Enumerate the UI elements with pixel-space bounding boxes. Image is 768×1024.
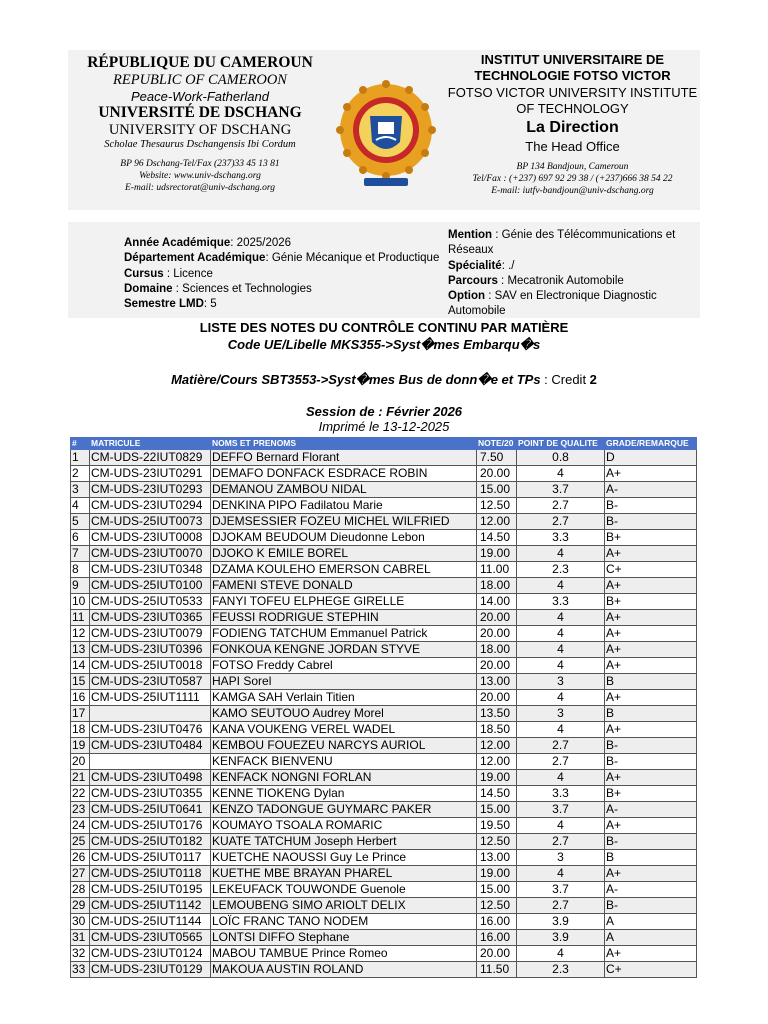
parcours-value: : Mecatronik Automobile [497, 274, 624, 287]
row-note: 12.00 [477, 754, 517, 770]
row-note: 12.50 [477, 834, 517, 850]
table-row [71, 850, 697, 866]
row-matricule: CM-UDS-23IUT0291 [90, 466, 211, 482]
row-matricule [90, 706, 211, 722]
credit-label: : Credit [540, 372, 590, 387]
table-row [71, 642, 697, 658]
specialite-row [448, 259, 696, 274]
cursus-label: Cursus [124, 267, 164, 280]
row-point: 3.7 [517, 482, 605, 498]
row-matricule: CM-UDS-25IUT0018 [90, 658, 211, 674]
option-label: Option [448, 290, 486, 303]
row-index: 28 [71, 882, 90, 898]
row-note: 15.00 [477, 802, 517, 818]
row-grade: A+ [605, 642, 697, 658]
row-note: 14.00 [477, 594, 517, 610]
row-note: 15.00 [477, 882, 517, 898]
row-matricule [90, 754, 211, 770]
row-name: KENFACK BIENVENU [211, 754, 477, 770]
row-name: DEFFO Bernard Florant [211, 450, 477, 466]
row-matricule: CM-UDS-25IUT0195 [90, 882, 211, 898]
row-index: 31 [71, 930, 90, 946]
row-grade: A+ [605, 578, 697, 594]
table-row [71, 706, 697, 722]
row-grade: A+ [605, 610, 697, 626]
row-name: MABOU TAMBUE Prince Romeo [211, 946, 477, 962]
row-point: 4 [517, 578, 605, 594]
row-point: 3.7 [517, 882, 605, 898]
row-matricule: CM-UDS-23IUT0396 [90, 642, 211, 658]
row-name: LEMOUBENG SIMO ARIOLT DELIX [211, 898, 477, 914]
row-name: FONKOUA KENGNE JORDAN STYVE [211, 642, 477, 658]
row-grade: A+ [605, 658, 697, 674]
row-matricule: CM-UDS-25IUT1144 [90, 914, 211, 930]
row-index: 17 [71, 706, 90, 722]
row-name: FAMENI STEVE DONALD [211, 578, 477, 594]
table-row [71, 866, 697, 882]
col-header-matricule: MATRICULE [90, 438, 211, 450]
row-matricule: CM-UDS-23IUT0498 [90, 770, 211, 786]
row-name: FEUSSI RODRIGUE STEPHIN [211, 610, 477, 626]
table-row [71, 626, 697, 642]
parcours-row [448, 274, 696, 289]
row-grade: A+ [605, 546, 697, 562]
institute-name-1: INSTITUT UNIVERSITAIRE DE [480, 52, 665, 67]
row-note: 12.00 [477, 738, 517, 754]
row-name: FANYI TOFEU ELPHEGE GIRELLE [211, 594, 477, 610]
session-line: Session de : Février 2026 [305, 404, 463, 419]
mention-value-cont: Réseaux [448, 244, 494, 257]
row-point: 0.8 [517, 450, 605, 466]
row-point: 4 [517, 722, 605, 738]
row-grade: D [605, 450, 697, 466]
row-point: 3.9 [517, 930, 605, 946]
row-grade: B- [605, 738, 697, 754]
row-note: 20.00 [477, 690, 517, 706]
institute-name-2: TECHNOLOGIE FOTSO VICTOR [474, 68, 671, 83]
row-matricule: CM-UDS-23IUT0124 [90, 946, 211, 962]
departement-value: : Génie Mécanique et Productique [265, 252, 440, 265]
row-grade: A- [605, 482, 697, 498]
row-index: 29 [71, 898, 90, 914]
table-row [71, 802, 697, 818]
row-grade: A+ [605, 770, 697, 786]
row-grade: C+ [605, 562, 697, 578]
printed-date: Imprimé le 13-12-2025 [318, 419, 450, 434]
matiere-line [68, 372, 700, 388]
col-header-index: # [71, 438, 90, 450]
motto-country: Peace-Work-Fatherland [131, 89, 269, 104]
row-matricule: CM-UDS-23IUT0565 [90, 930, 211, 946]
row-note: 19.00 [477, 866, 517, 882]
row-index: 19 [71, 738, 90, 754]
row-name: KENZO TADONGUE GUYMARC PAKER [211, 802, 477, 818]
row-note: 16.00 [477, 914, 517, 930]
cursus-value: : Licence [163, 267, 213, 280]
row-point: 4 [517, 626, 605, 642]
row-name: DJOKAM BEUDOUM Dieudonne Lebon [211, 530, 477, 546]
row-index: 21 [71, 770, 90, 786]
row-grade: B+ [605, 786, 697, 802]
row-note: 14.50 [477, 786, 517, 802]
institute-email: E-mail: iutfv-bandjoun@univ-dschang.org [491, 186, 654, 196]
row-index: 33 [71, 962, 90, 978]
row-matricule: CM-UDS-23IUT0070 [90, 546, 211, 562]
row-name: DZAMA KOULEHO EMERSON CABREL [211, 562, 477, 578]
country-fr: RÉPUBLIQUE DU CAMEROUN [87, 54, 313, 71]
row-grade: B+ [605, 594, 697, 610]
row-point: 4 [517, 866, 605, 882]
row-note: 13.50 [477, 706, 517, 722]
table-row [71, 690, 697, 706]
row-grade: A+ [605, 690, 697, 706]
table-row [71, 770, 697, 786]
row-name: FODIENG TATCHUM Emmanuel Patrick [211, 626, 477, 642]
row-grade: C+ [605, 962, 697, 978]
row-point: 2.3 [517, 562, 605, 578]
parcours-label: Parcours [448, 274, 498, 287]
row-point: 3.3 [517, 786, 605, 802]
row-note: 16.00 [477, 930, 517, 946]
row-note: 13.00 [477, 674, 517, 690]
row-grade: A+ [605, 866, 697, 882]
row-index: 15 [71, 674, 90, 690]
row-matricule: CM-UDS-25IUT0176 [90, 818, 211, 834]
row-matricule: CM-UDS-23IUT0294 [90, 498, 211, 514]
row-index: 4 [71, 498, 90, 514]
row-name: DEMANOU ZAMBOU NIDAL [211, 482, 477, 498]
row-note: 19.00 [477, 546, 517, 562]
row-point: 3 [517, 850, 605, 866]
row-index: 3 [71, 482, 90, 498]
row-matricule: CM-UDS-23IUT0476 [90, 722, 211, 738]
table-row [71, 914, 697, 930]
row-point: 4 [517, 610, 605, 626]
row-grade: A- [605, 882, 697, 898]
row-index: 12 [71, 626, 90, 642]
table-header-row [71, 438, 697, 450]
row-name: DENKINA PIPO Fadilatou Marie [211, 498, 477, 514]
row-index: 32 [71, 946, 90, 962]
row-point: 4 [517, 770, 605, 786]
row-index: 24 [71, 818, 90, 834]
row-note: 14.50 [477, 530, 517, 546]
row-index: 26 [71, 850, 90, 866]
row-matricule: CM-UDS-25IUT0641 [90, 802, 211, 818]
row-grade: B- [605, 514, 697, 530]
row-name: KENNE TIOKENG Dylan [211, 786, 477, 802]
col-header-grade: GRADE/REMARQUE [605, 438, 697, 450]
row-note: 13.00 [477, 850, 517, 866]
row-matricule: CM-UDS-23IUT0293 [90, 482, 211, 498]
row-note: 12.00 [477, 514, 517, 530]
row-index: 30 [71, 914, 90, 930]
table-row [71, 546, 697, 562]
row-index: 11 [71, 610, 90, 626]
annee-value: : 2025/2026 [230, 237, 292, 249]
row-point: 2.7 [517, 498, 605, 514]
row-index: 9 [71, 578, 90, 594]
table-row [71, 930, 697, 946]
row-point: 2.7 [517, 754, 605, 770]
row-point: 4 [517, 642, 605, 658]
row-grade: B- [605, 898, 697, 914]
row-grade: B [605, 706, 697, 722]
row-matricule: CM-UDS-23IUT0484 [90, 738, 211, 754]
row-name: HAPI Sorel [211, 674, 477, 690]
table-row [71, 786, 697, 802]
row-index: 25 [71, 834, 90, 850]
col-header-point: POINT DE QUALITE [517, 438, 605, 450]
row-name: KENFACK NONGNI FORLAN [211, 770, 477, 786]
row-grade: A+ [605, 946, 697, 962]
table-row [71, 898, 697, 914]
row-index: 8 [71, 562, 90, 578]
semestre-row [124, 297, 444, 312]
institute-name-en-2: OF TECHNOLOGY [516, 101, 629, 116]
university-fr: UNIVERSITÉ DE DSCHANG [98, 104, 302, 121]
row-name: KOUMAYO TSOALA ROMARIC [211, 818, 477, 834]
row-note: 15.00 [477, 482, 517, 498]
departement-row [124, 251, 444, 266]
row-matricule: CM-UDS-23IUT0365 [90, 610, 211, 626]
row-point: 4 [517, 658, 605, 674]
annee-label: Année Académique [124, 237, 231, 249]
list-title: LISTE DES NOTES DU CONTRÔLE CONTINU PAR MATIÈRE [199, 320, 569, 335]
direction-title: La Direction [526, 119, 619, 136]
country-en: REPUBLIC OF CAMEROON [113, 72, 287, 88]
option-value-cont: Automobile [448, 305, 506, 318]
row-note: 20.00 [477, 610, 517, 626]
university-logo [336, 76, 436, 188]
row-matricule: CM-UDS-23IUT0079 [90, 626, 211, 642]
row-point: 4 [517, 466, 605, 482]
semestre-label: Semestre LMD [124, 298, 204, 311]
mention-label: Mention [448, 229, 493, 241]
row-point: 2.7 [517, 514, 605, 530]
row-matricule: CM-UDS-23IUT0355 [90, 786, 211, 802]
row-grade: A+ [605, 626, 697, 642]
table-row [71, 834, 697, 850]
table-row [71, 562, 697, 578]
university-motto: Scholae Thesaurus Dschangensis Ibi Cordum [104, 139, 296, 150]
row-matricule: CM-UDS-25IUT1111 [90, 690, 211, 706]
row-note: 11.50 [477, 962, 517, 978]
row-name: KUETCHE NAOUSSI Guy Le Prince [211, 850, 477, 866]
row-index: 16 [71, 690, 90, 706]
annee-row [124, 236, 444, 251]
row-name: LEKEUFACK TOUWONDE Guenole [211, 882, 477, 898]
university-email: E-mail: udsrectorat@univ-dschang.org [125, 183, 275, 193]
domaine-label: Domaine [124, 282, 173, 295]
row-index: 20 [71, 754, 90, 770]
university-en: UNIVERSITY OF DSCHANG [108, 122, 292, 138]
row-grade: A+ [605, 818, 697, 834]
row-matricule: CM-UDS-23IUT0129 [90, 962, 211, 978]
university-website: Website: www.univ-dschang.org [139, 171, 261, 181]
departement-label: Département Académique [124, 252, 266, 265]
row-grade: B- [605, 754, 697, 770]
row-grade: B+ [605, 530, 697, 546]
table-row [71, 578, 697, 594]
row-point: 3.3 [517, 530, 605, 546]
row-point: 3.3 [517, 594, 605, 610]
row-index: 1 [71, 450, 90, 466]
row-note: 19.50 [477, 818, 517, 834]
row-name: KUETHE MBE BRAYAN PHAREL [211, 866, 477, 882]
row-name: KAMGA SAH Verlain Titien [211, 690, 477, 706]
table-row [71, 722, 697, 738]
row-matricule: CM-UDS-23IUT0587 [90, 674, 211, 690]
row-index: 14 [71, 658, 90, 674]
row-point: 4 [517, 818, 605, 834]
table-row [71, 482, 697, 498]
col-header-noms: NOMS ET PRENOMS [211, 438, 477, 450]
table-row [71, 674, 697, 690]
row-note: 20.00 [477, 658, 517, 674]
letterhead-right [445, 52, 700, 197]
row-name: DJOKO K EMILE BOREL [211, 546, 477, 562]
row-index: 6 [71, 530, 90, 546]
row-grade: B- [605, 498, 697, 514]
domaine-value: : Sciences et Technologies [172, 282, 312, 295]
row-note: 20.00 [477, 626, 517, 642]
row-point: 2.7 [517, 738, 605, 754]
table-row [71, 498, 697, 514]
row-point: 4 [517, 946, 605, 962]
table-row [71, 882, 697, 898]
row-grade: B [605, 850, 697, 866]
matiere-title: Matière/Cours SBT3553->Syst�mes Bus de donn�e et TPs [171, 372, 541, 387]
row-note: 12.50 [477, 898, 517, 914]
row-grade: A+ [605, 722, 697, 738]
row-index: 5 [71, 514, 90, 530]
institute-tel: Tel/Fax : (+237) 697 92 29 38 / (+237)666 38 54 22 [472, 174, 673, 184]
row-name: KEMBOU FOUEZEU NARCYS AURIOL [211, 738, 477, 754]
head-office: The Head Office [525, 139, 620, 154]
semestre-value: : 5 [203, 298, 217, 311]
institute-bp: BP 134 Bandjoun, Cameroun [516, 162, 629, 172]
row-name: FOTSO Freddy Cabrel [211, 658, 477, 674]
table-row [71, 738, 697, 754]
row-name: KAMO SEUTOUO Audrey Morel [211, 706, 477, 722]
grades-table [70, 437, 697, 978]
row-name: KUATE TATCHUM Joseph Herbert [211, 834, 477, 850]
row-index: 23 [71, 802, 90, 818]
mention-row [448, 228, 696, 243]
row-point: 4 [517, 690, 605, 706]
row-name: MAKOUA AUSTIN ROLAND [211, 962, 477, 978]
row-name: LOÏC FRANC TANO NODEM [211, 914, 477, 930]
row-matricule: CM-UDS-25IUT0182 [90, 834, 211, 850]
row-note: 18.00 [477, 578, 517, 594]
credit-value: 2 [589, 372, 597, 387]
row-index: 13 [71, 642, 90, 658]
table-row [71, 530, 697, 546]
table-row [71, 514, 697, 530]
row-grade: A [605, 930, 697, 946]
row-index: 2 [71, 466, 90, 482]
row-matricule: CM-UDS-25IUT0117 [90, 850, 211, 866]
row-point: 3 [517, 674, 605, 690]
table-row [71, 450, 697, 466]
letterhead-left [70, 54, 330, 194]
table-row [71, 658, 697, 674]
row-note: 12.50 [477, 498, 517, 514]
row-index: 22 [71, 786, 90, 802]
table-row [71, 946, 697, 962]
code-ue: Code UE/Libelle MKS355->Syst�mes Embarqu�s [227, 337, 541, 352]
university-bp: BP 96 Dschang-Tel/Fax (237)33 45 13 81 [120, 159, 280, 169]
option-value: : SAV en Electronique Diagnostic [485, 290, 657, 303]
table-row [71, 594, 697, 610]
table-row [71, 610, 697, 626]
row-point: 2.7 [517, 834, 605, 850]
option-row [448, 289, 696, 304]
row-grade: A [605, 914, 697, 930]
row-note: 20.00 [477, 466, 517, 482]
row-grade: A+ [605, 466, 697, 482]
row-name: DJEMSESSIER FOZEU MICHEL WILFRIED [211, 514, 477, 530]
row-index: 27 [71, 866, 90, 882]
table-row [71, 962, 697, 978]
row-note: 19.00 [477, 770, 517, 786]
row-point: 3 [517, 706, 605, 722]
row-matricule: CM-UDS-25IUT0073 [90, 514, 211, 530]
row-index: 10 [71, 594, 90, 610]
row-name: KANA VOUKENG VEREL WADEL [211, 722, 477, 738]
row-name: DEMAFO DONFACK ESDRACE ROBIN [211, 466, 477, 482]
mention-value: : Génie des Télécommunications et [492, 229, 676, 241]
row-point: 2.3 [517, 962, 605, 978]
row-grade: B [605, 674, 697, 690]
row-matricule: CM-UDS-25IUT0100 [90, 578, 211, 594]
row-note: 18.00 [477, 642, 517, 658]
specialite-value: : ./ [501, 259, 515, 272]
cursus-row [124, 267, 444, 282]
specialite-label: Spécialité [448, 259, 502, 272]
row-grade: B- [605, 834, 697, 850]
row-matricule: CM-UDS-22IUT0829 [90, 450, 211, 466]
row-note: 18.50 [477, 722, 517, 738]
table-row [71, 818, 697, 834]
col-header-note: NOTE/20 [477, 438, 517, 450]
row-index: 7 [71, 546, 90, 562]
row-note: 7.50 [477, 450, 517, 466]
row-grade: A- [605, 802, 697, 818]
institute-name-en-1: FOTSO VICTOR UNIVERSITY INSTITUTE [447, 85, 698, 100]
row-matricule: CM-UDS-25IUT0118 [90, 866, 211, 882]
row-point: 3.7 [517, 802, 605, 818]
row-note: 20.00 [477, 946, 517, 962]
table-row [71, 754, 697, 770]
row-matricule: CM-UDS-25IUT1142 [90, 898, 211, 914]
row-point: 4 [517, 546, 605, 562]
metadata-left [124, 236, 444, 312]
row-matricule: CM-UDS-23IUT0348 [90, 562, 211, 578]
metadata-right [448, 228, 696, 320]
row-point: 2.7 [517, 898, 605, 914]
table-row [71, 466, 697, 482]
row-note: 11.00 [477, 562, 517, 578]
row-matricule: CM-UDS-23IUT0008 [90, 530, 211, 546]
row-name: LONTSI DIFFO Stephane [211, 930, 477, 946]
row-matricule: CM-UDS-25IUT0533 [90, 594, 211, 610]
domaine-row [124, 282, 444, 297]
row-index: 18 [71, 722, 90, 738]
row-point: 3.9 [517, 914, 605, 930]
